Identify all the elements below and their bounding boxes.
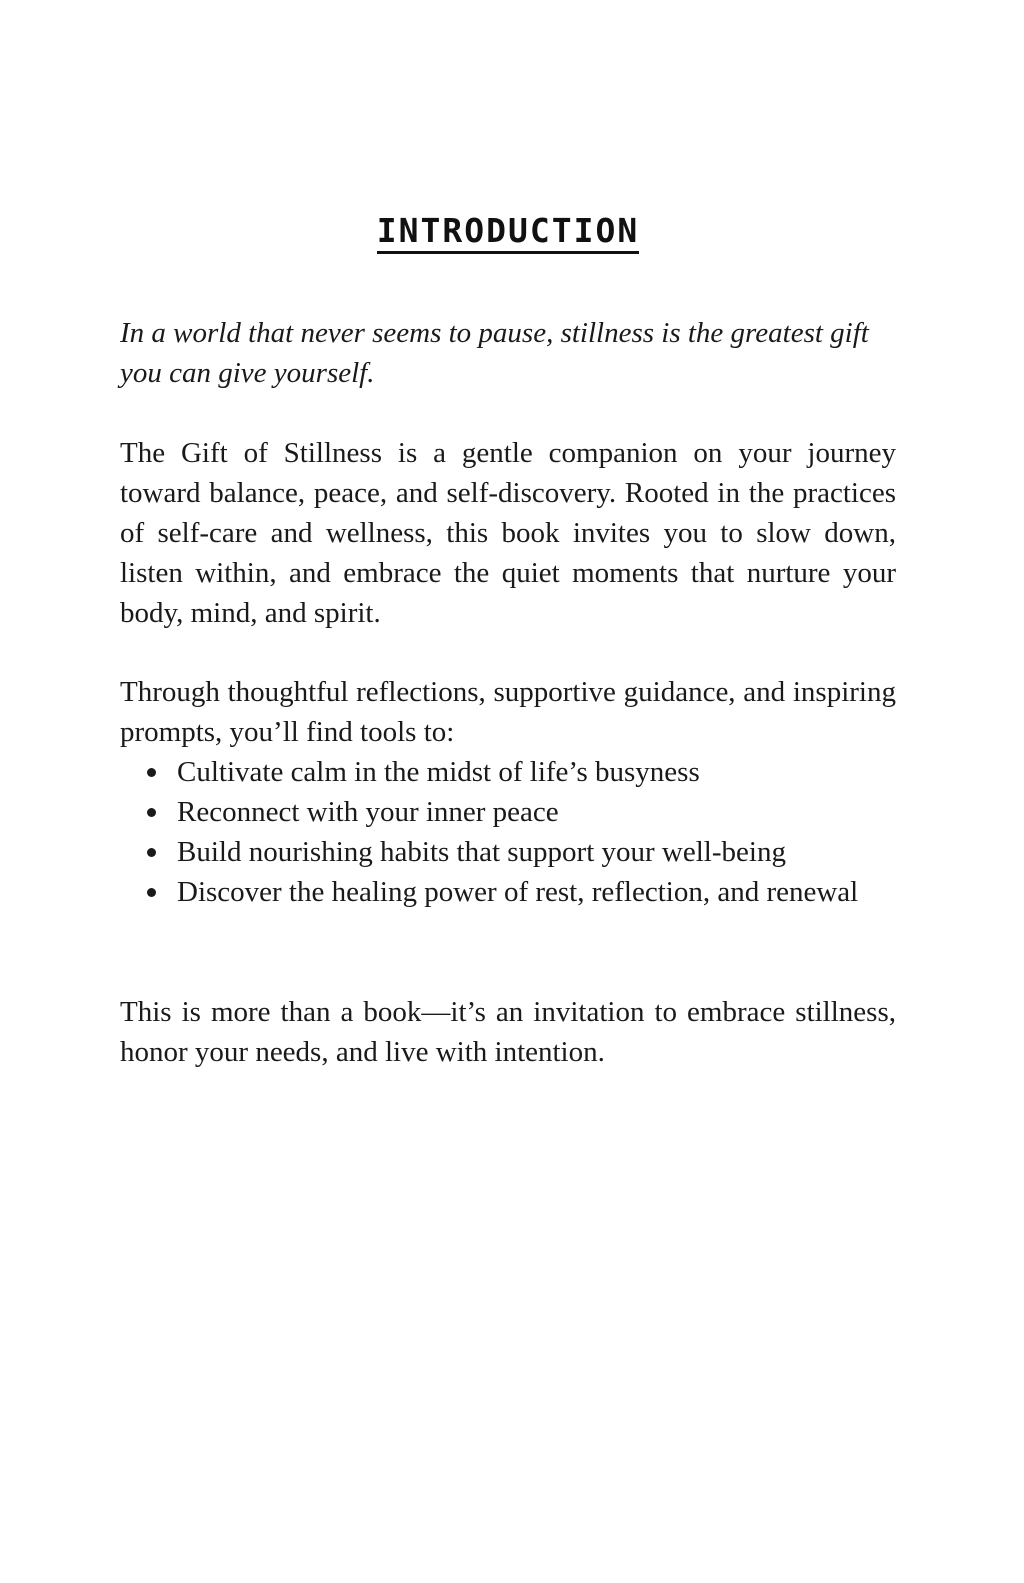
list-item [120, 832, 896, 872]
bullet-icon [147, 888, 156, 897]
epigraph: In a world that never seems to pause, stillness is the greatest gift you can give yourself. [120, 317, 869, 389]
tools-list [120, 752, 896, 912]
page-title-text: INTRODUCTION [377, 212, 639, 254]
list-item [120, 872, 896, 912]
closing-paragraph: This is more than a book—it’s an invitation to embrace stillness, honor your needs, and live with intention. [120, 996, 896, 1068]
tools-lead-paragraph: Through thoughtful reflections, supportive guidance, and inspiring prompts, you’ll find tools to: [120, 676, 896, 748]
bullet-icon [147, 808, 156, 817]
list-item [120, 792, 896, 832]
intro-paragraph: The Gift of Stillness is a gentle companion on your journey toward balance, peace, and self-discovery. Rooted in the practices of self-care and wellness, this book invites you to slow down, listen within, and embrace the quiet moments that nurture your body, mind, and spirit. [120, 437, 896, 629]
list-item-text: Discover the healing power of rest, reflection, and renewal [177, 876, 859, 908]
list-item [120, 752, 896, 792]
bullet-icon [147, 768, 156, 777]
bullet-icon [147, 848, 156, 857]
list-item-text: Build nourishing habits that support your well-being [177, 836, 786, 868]
list-item-text: Reconnect with your inner peace [177, 796, 559, 828]
page-title [120, 212, 896, 254]
list-item-text: Cultivate calm in the midst of life’s busyness [177, 756, 700, 788]
